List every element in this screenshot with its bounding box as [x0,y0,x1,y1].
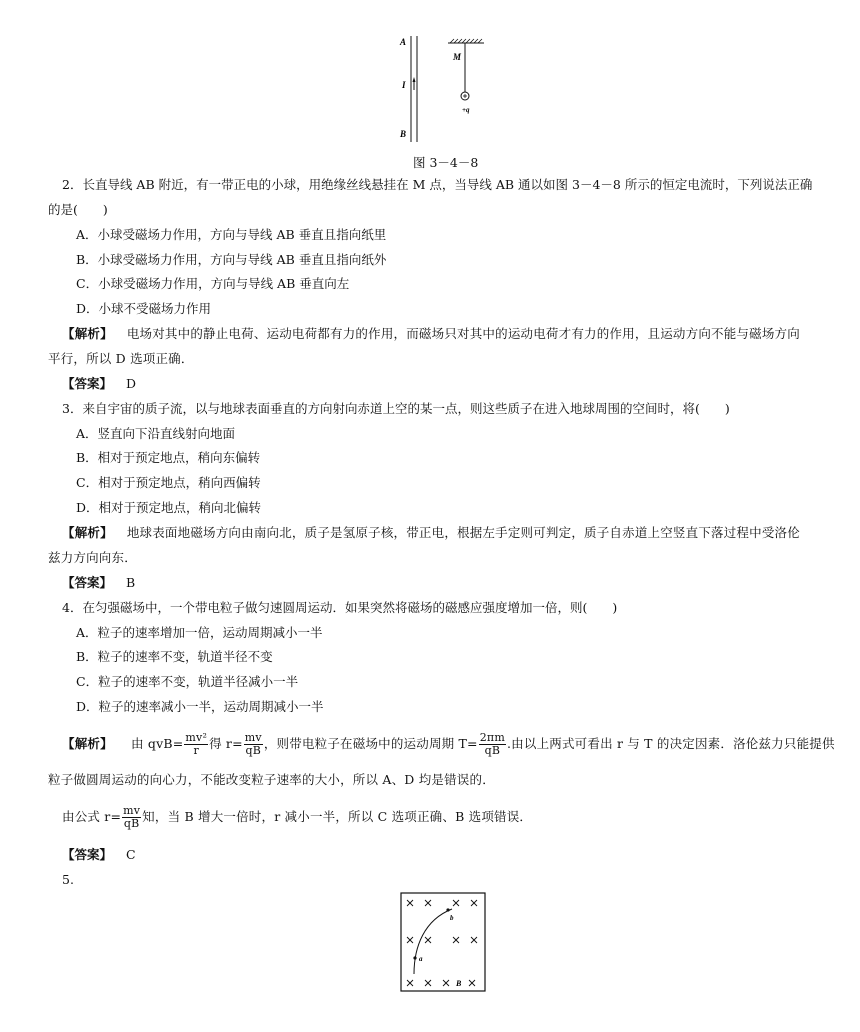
q5-number: 5. [62,872,74,887]
q2-answer-tag: 【答案】 [62,376,113,391]
q4-analysis-b: 得 r= [209,736,243,751]
figure1-label-m: M [453,52,462,62]
q3-option-c: C．相对于预定地点，稍向西偏转 [76,475,261,490]
figure-caption: 图 3－4－8 [413,155,479,170]
q2-analysis-line1 [62,326,800,342]
q4-stem: 4．在匀强磁场中，一个带电粒子做匀速圆周运动．如果突然将磁场的磁感应强度增加一倍，则( ) [62,600,618,615]
q2-option-d: D．小球不受磁场力作用 [76,301,212,316]
q4-option-c: C．粒子的速率不变，轨道半径减小一半 [76,674,299,689]
q3-analysis-line1 [62,525,800,541]
q2-answer-line [62,376,136,392]
q4-analysis-line2: 粒子做圆周运动的向心力，不能改变粒子速率的大小，所以 A、D 均是错误的． [48,772,495,787]
q4-answer-tag: 【答案】 [62,847,113,862]
q3-answer-line [62,575,135,591]
q5-label-b: b [450,914,454,922]
figure1-label-b: B [400,129,407,139]
figure1-label-i: I [402,80,406,90]
q4-formula-b: 知，当 B 增大一倍时，r 减小一半，所以 C 选项正确、B 选项错误． [142,809,533,824]
q4-formula-a: 由公式 r= [62,809,122,824]
q2-analysis-tag: 【解析】 [62,326,113,341]
q4-analysis-c: ，则带电粒子在磁场中的运动周期 T= [263,736,478,751]
q3-analysis-line2: 兹力方向向东． [48,550,137,565]
q4-analysis-a: 由 qvB= [131,736,184,751]
q3-analysis-text: 地球表面地磁场方向由南向北，质子是氢原子核，带正电，根据左手定则可判定，质子自赤道上空竖直下落过程中受洛伦 [126,525,800,540]
formula-radius-2: $\frac{mv}{qB}$ [123,804,141,830]
q4-analysis-d: .由以上两式可看出 r 与 T 的决定因素．洛伦兹力只能提供 [507,736,835,751]
q2-analysis-line2: 平行，所以 D 选项正确． [48,351,194,366]
q2-option-b: B．小球受磁场力作用，方向与导线 AB 垂直且指向纸外 [76,252,387,267]
figure1-label-a: A [400,37,407,47]
q2-option-a: A．小球受磁场力作用，方向与导线 AB 垂直且指向纸里 [76,227,387,242]
formula-radius: $\frac{mv}{qB}$ [244,731,262,757]
q2-analysis-text: 电场对其中的静止电荷、运动电荷都有力的作用，而磁场只对其中的运动电荷才有力的作用，且运动方向不能与磁场方向 [126,326,800,341]
q4-answer: C [126,847,136,862]
q3-answer-tag: 【答案】 [62,575,113,590]
q4-option-a: A．粒子的速率增加一倍，运动周期减小一半 [76,625,323,640]
q5-label-a: a [419,955,423,963]
figure-magnetic-field [400,892,486,992]
formula-period: $\frac{2\pi m}{qB}$ [479,731,505,757]
formula-centripetal: $\frac{\text{mv²}}{r}$ [185,731,208,757]
q2-answer: D [126,376,137,391]
q4-option-d: D．粒子的速率减小一半，运动周期减小一半 [76,699,324,714]
figure1-label-q: +q [462,106,470,114]
q5-label-field: B [456,979,462,988]
q3-option-d: D．相对于预定地点，稍向北偏转 [76,500,262,515]
q3-analysis-tag: 【解析】 [62,525,113,540]
q4-option-b: B．粒子的速率不变，轨道半径不变 [76,649,273,664]
q3-option-b: B．相对于预定地点，稍向东偏转 [76,450,261,465]
q4-analysis-line1 [62,732,835,757]
q3-stem: 3．来自宇宙的质子流，以与地球表面垂直的方向射向赤道上空的某一点，则这些质子在进入地球周围的空间时，将( ) [62,401,730,416]
q3-option-a: A．竖直向下沿直线射向地面 [76,426,236,441]
q4-answer-line [62,847,136,863]
figure-wire-pendulum [396,30,516,148]
q4-formula-line [62,805,532,830]
q4-analysis-tag: 【解析】 [62,736,113,751]
q3-answer: B [126,575,136,590]
q2-stem-line1: 2．长直导线 AB 附近，有一带正电的小球，用绝缘丝线悬挂在 M 点，当导线 AB 通以如图 3－4－8 所示的恒定电流时，下列说法正确 [62,177,813,192]
q2-stem-line2: 的是( ) [48,202,108,217]
q2-option-c: C．小球受磁场力作用，方向与导线 AB 垂直向左 [76,276,350,291]
